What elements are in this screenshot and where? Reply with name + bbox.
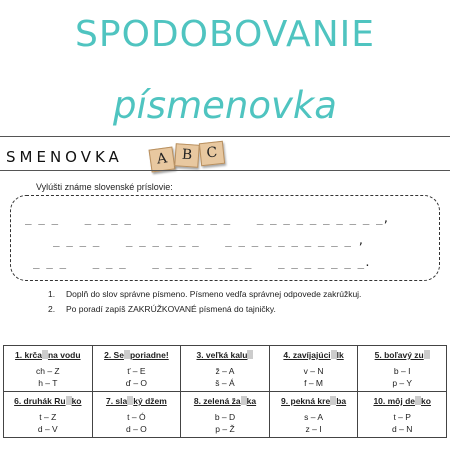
proverb-box [10, 195, 440, 281]
step-text: Po poradí zapíš ZAKRÚŽKOVANÉ písmená do tajničky. [66, 304, 276, 314]
option-2[interactable]: d – V [37, 424, 58, 434]
step-2 [48, 304, 361, 314]
tile-a: A [149, 146, 176, 172]
option-1[interactable]: t – Ó [127, 412, 146, 422]
brand-text: SMENOVKA [6, 148, 123, 166]
step-text: Doplň do slov správne písmeno. Písmeno vedľa správnej odpovede zakrúžkuj. [66, 289, 362, 299]
exercise-cell [358, 346, 447, 392]
option-1[interactable]: b – I [393, 366, 411, 376]
word-end: ba [336, 396, 347, 406]
word-start: 2. Se [104, 350, 124, 360]
option-2[interactable]: p – Ž [215, 424, 235, 434]
word-start: 6. druhák Ru [14, 396, 66, 406]
divider-bottom [0, 170, 450, 171]
option-1[interactable]: ch – Z [35, 366, 60, 376]
exercise-cell [181, 392, 270, 438]
option-2[interactable]: d – N [392, 424, 413, 434]
word-start: 10. môj de [373, 396, 416, 406]
instruction-steps [48, 289, 361, 319]
blank-slot[interactable] [247, 350, 253, 359]
word-end: poriadne! [129, 350, 169, 360]
exercise-cell [269, 392, 358, 438]
tile-c: C [199, 141, 225, 166]
proverb-line-1: _ _ _ _ _ _ _ _ _ _ _ _ _ _ _ _ _ _ _ _ _ _ _, [25, 212, 390, 225]
option-1[interactable]: ž – A [215, 366, 235, 376]
divider-top [0, 136, 450, 137]
exercise-grid [3, 345, 447, 438]
option-1[interactable]: b – D [214, 412, 236, 422]
option-1[interactable]: t – P [393, 412, 411, 422]
word-end: ko [421, 396, 431, 406]
word-start: 5. boľavý zu [374, 350, 424, 360]
exercise-cell [4, 346, 93, 392]
page-subtitle: písmenovka [113, 84, 337, 127]
word-start: 1. krča [15, 350, 42, 360]
option-2[interactable]: d – O [125, 424, 147, 434]
exercise-cell [4, 392, 93, 438]
option-1[interactable]: v – N [303, 366, 324, 376]
proverb-line-2: _ _ _ _ _ _ _ _ _ _ _ _ _ _ _ _ _ _ _ _ , [53, 234, 365, 247]
table-row [4, 346, 447, 392]
proverb-instruction: Vylúšti známe slovenské príslovie: [36, 182, 173, 192]
option-2[interactable]: z – I [305, 424, 322, 434]
word-start: 9. pekná kre [281, 396, 331, 406]
exercise-cell [358, 392, 447, 438]
proverb-line-3: _ _ _ _ _ _ _ _ _ _ _ _ _ _ _ _ _ _ _ _ _. [33, 256, 371, 269]
step-number: 1. [48, 289, 56, 299]
word-end: lk [336, 350, 344, 360]
table-row [4, 392, 447, 438]
word-start: 8. zelená ža [193, 396, 241, 406]
letter-tiles-logo [148, 141, 238, 171]
step-number: 2. [48, 304, 56, 314]
option-2[interactable]: š – Á [215, 378, 235, 388]
option-2[interactable]: p – Y [392, 378, 413, 388]
option-1[interactable]: ť – E [127, 366, 146, 376]
word-start: 4. zavíjajúci [283, 350, 331, 360]
step-1 [48, 289, 361, 299]
page-title: SPODOBOVANIE [75, 14, 375, 55]
word-end: ka [246, 396, 257, 406]
option-1[interactable]: s – A [304, 412, 324, 422]
exercise-cell [92, 392, 181, 438]
word-start: 3. veľká kalu [196, 350, 248, 360]
word-end: ko [71, 396, 82, 406]
exercise-cell [181, 346, 270, 392]
exercise-cell [92, 346, 181, 392]
tile-b: B [174, 143, 200, 168]
option-2[interactable]: h – T [38, 378, 58, 388]
option-2[interactable]: f – M [304, 378, 324, 388]
word-end: ký džem [133, 396, 167, 406]
exercise-cell [269, 346, 358, 392]
option-2[interactable]: ď – O [125, 378, 148, 388]
option-1[interactable]: t – Z [39, 412, 57, 422]
word-end: na vodu [47, 350, 81, 360]
blank-slot[interactable] [424, 350, 430, 359]
word-start: 7. sla [105, 396, 128, 406]
